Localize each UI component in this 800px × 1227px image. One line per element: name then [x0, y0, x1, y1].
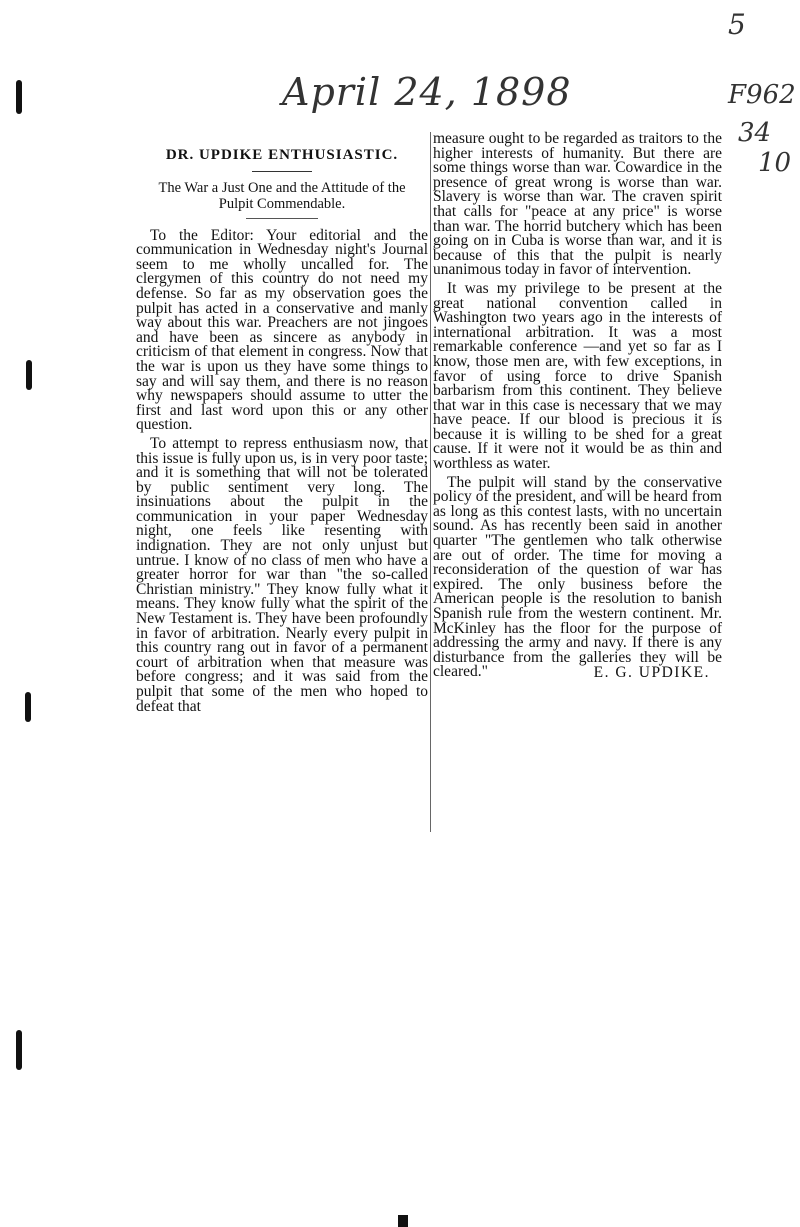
binding-mark — [16, 80, 22, 114]
handwritten-catalog-number: 34 — [738, 118, 772, 148]
article-headline: DR. UPDIKE ENTHUSIASTIC. — [165, 147, 399, 163]
handwritten-catalog-subnumber: 10 — [758, 148, 792, 178]
binding-mark — [398, 1215, 408, 1227]
headline-divider — [252, 171, 312, 172]
article-signature: E. G. UPDIKE. — [593, 663, 710, 681]
article-paragraph: The pulpit will stand by the conservative policy of the president, and will be heard from as long as this contest lasts, with no uncertain sound. As has recently been said in another quarter "The gentlemen who talk otherwise are out of order. The time for moving a reconsideration of the question of war has expired. The only business before the American people is the resolution to banish Spanish rule from the western continent. Mr. McKinley has the floor for the purpose of addressing the army and navy. If there is any disturbance from the galleries they will be cleared." — [433, 473, 722, 681]
handwritten-date: April 24, 1898 — [282, 70, 572, 114]
article-right-column — [433, 132, 722, 681]
binding-mark — [25, 692, 31, 722]
column-divider — [430, 132, 431, 832]
article-subheadline: The War a Just One and the Attitude of the Pulpit Commendable. — [158, 179, 406, 212]
binding-mark — [16, 1030, 22, 1070]
handwritten-catalog-code: F962 — [728, 80, 796, 110]
article-paragraph: measure ought to be regarded as traitors to the higher interests of humanity. But there are some things worse than war. Cowardice in the presence of great wrong is worse than war. Slavery is worse than war. The craven spirit that calls for "peace at any price" is worse than war. The horrid butchery which has been going on in Cuba is worse than war, and it is because of this that the pulpit is nearly unanimous today in favor of intervention. — [433, 130, 722, 279]
article-paragraph: It was my privilege to be present at the great national convention called in Washington two years ago in the interests of international arbitration. It was a most remarkable conference —and yet so far as I know, those men are, with few exceptions, in favor of using force to drive Spanish barbarism from this continent. They believe that war in this case is necessary that we may have peace. If our blood is precious it is because it is willing to be shed for a great cause. If it were not it would be as thin and worthless as water. — [433, 279, 722, 473]
binding-mark — [26, 360, 32, 390]
article-left-column — [136, 148, 428, 714]
subheadline-divider — [246, 218, 318, 219]
article-paragraph: To attempt to repress enthusiasm now, that this issue is fully upon us, is in very poor taste; and it is something that will not be tolerated by public sentiment very long. The insinuations about the pulpit in the communication in your paper Wednesday night, one feels like resenting with indignation. They are not only unjust but untrue. I know of no class of men who have a greater horror for war than "the so-called Christian ministry." They know fully what it means. They know fully what the spirit of the New Testament is. They have been profoundly in favor of arbitration. Nearly every pulpit in this country rang out in favor of a permanent court of arbitration when that measure was before congress; and it was said from the pulpit that some of the men who hoped to defeat that — [136, 434, 428, 715]
handwritten-page-number: 5 — [728, 8, 746, 41]
article-paragraph: To the Editor: Your editorial and the communication in Wednesday night's Journal seem to me wholly uncalled for. The clergymen of this country do not need my defense. So far as my observation goes the pulpit has acted in a conservative and manly way about this war. Preachers are not jingoes and have been as sincere as anybody in criticism of that element in congress. Now that the war is upon us they have some things to say and will say them, and there is no reason why newspapers should assume to utter the first and last word upon this or any other question. — [136, 226, 428, 434]
